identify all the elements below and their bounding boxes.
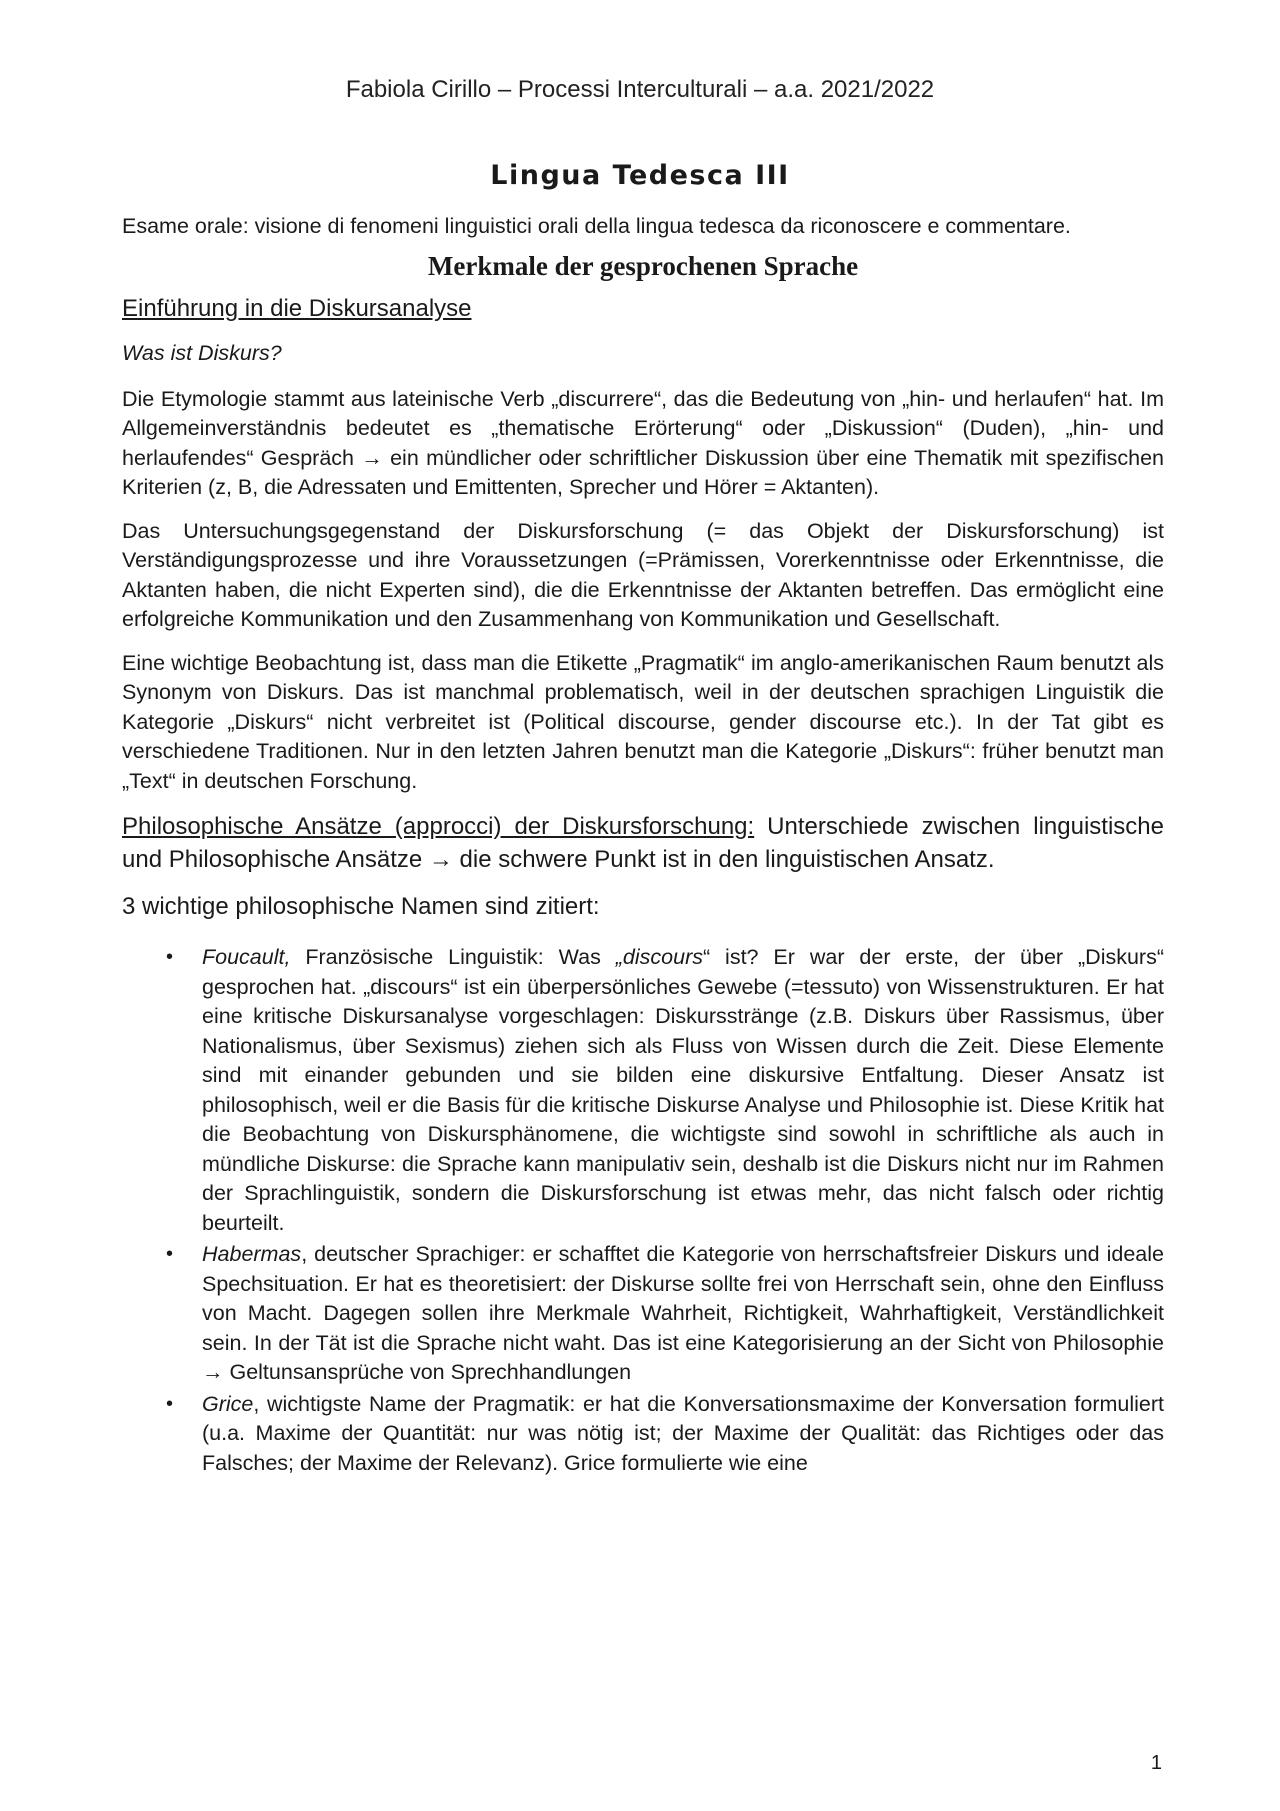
page-number: 1 [1150,1752,1162,1774]
intro-paragraph: Esame orale: visione di fenomeni linguistici orali della lingua tedesca da riconoscere e commentare. [122,214,1071,238]
philosopher-name: Grice [202,1391,254,1416]
bullet-icon: • [166,1243,174,1265]
section-heading-discourse-analysis: Einführung in die Diskursanalyse [122,294,472,322]
bullet-icon: • [166,1392,174,1415]
section-heading-philosophical: Philosophische Ansätze (approcci) der Diskursforschung: [122,813,755,840]
list-item-habermas: • Habermas, deutscher Sprachiger: er schafftet die Kategorie von herrschaftsfreier Diskurs und ideale Spechsituation. Er hat es theoretisiert: der Diskurse sollte frei von Herrschaft sein, ohne den Einfluss von Macht. Dagegen sollen ihre Merkmale Wahrheit, Richtigkeit, Wahrhaftigkeit, Verständlichkeit sein. In der Tät ist die Sprache nicht waht. Das ist eine Kategorisierung an der Sicht von Philosophie → Geltunsansprüche von Sprechhandlungen [166,1242,1164,1384]
paragraph-etymology: Die Etymologie stammt aus lateinische Verb „discurrere“, das die Bedeutung von „hin- und herlaufen“ hat. Im Allgemeinverständnis bedeutet es „thematische Erörterung“ oder „Diskussion“ (Duden), „hin- und herlaufendes“ Gespräch → ein mündlicher oder schriftlicher Diskussion über eine Thematik mit spezifischen Kriterien (z, B, die Adressaten und Emittenten, Sprecher und Hörer = Aktanten). [122,386,1164,499]
philosophers-lead: 3 wichtige philosophische Namen sind zitiert: [122,893,600,920]
list-item-foucault: • Foucault, Französische Linguistik: Was „discours“ ist? Er war der erste, der über „Diskurs“ gesprochen hat. „discours“ ist ein überpersönliches Gewebe (=tessuto) von Wissenstrukturen. Er hat eine kritische Diskursanalyse vorgeschlagen: Diskursstränge (z.B. Diskurs über Rassismus, über Nationalismus, über Sexismus) ziehen sich als Fluss von Wissen durch die Zeit. Diese Elemente sind mit einander gebunden und sie bilden eine diskursive Entfaltung. Dieser Ansatz ist philosophisch, weil er die Basis für die kritische Diskurse Analyse und Philosophie ist. Diese Kritik hat die Beobachtung von Diskursphänomene, die wichtigste sind sowohl in schriftliche als auch in mündliche Diskurse: die Sprache kann manipulativ sein, deshalb ist die Diskurs nicht nur im Rahmen der Sprachlinguistik, sondern die Diskursforschung ist etwas mehr, das nicht falsch oder richtig beurteilt. [166,945,1164,1235]
philosopher-name: Foucault, [202,945,291,969]
paragraph-research-subject: Das Untersuchungsgegenstand der Diskursforschung (= das Objekt der Diskursforschung) ist Verständigungsprozesse und ihre Voraussetzungen (=Prämissen, Vorerkenntnisse oder Erkenntnisse, die Aktanten haben, die nicht Experten sind), die die Erkenntnisse der Aktanten betreffen. Das ermöglicht eine erfolgreiche Kommunikation und den Zusammenhang von Kommunikation und Gesellschaft. [122,518,1164,631]
term-discours: „discours [615,945,703,969]
philosophers-list [122,943,1164,1478]
list-item-grice: • Grice, wichtigste Name der Pragmatik: er hat die Konversationsmaxime der Konversation formuliert (u.a. Maxime der Quantität: nur was nötig ist; der Maxime der Qualität: das Richtiges oder das Falsches; der Maxime der Relevanz). Grice formulierte wie eine [166,1391,1164,1475]
page-header: Fabiola Cirillo – Processi Interculturali – a.a. 2021/2022 [345,76,935,103]
section-question: Was ist Diskurs? [122,341,282,365]
page-title: Lingua Tedesca III [490,160,790,191]
section-heading-rest: Unterschiede zwischen linguistische und Philosophische Ansätze → die schwere Punkt ist in den linguistischen Ansatz. [122,813,1164,873]
section-philosophical-approaches [122,810,1164,876]
paragraph-pragmatics: Eine wichtige Beobachtung ist, dass man die Etikette „Pragmatik“ im anglo-amerikanischen Raum benutzt als Synonym von Diskurs. Das ist manchmal problematisch, weil in der deutschen sprachigen Linguistik die Kategorie „Diskurs“ nicht verbreitet ist (Political discourse, gender discourse etc.). In der Tat gibt es verschiedene Traditionen. Nur in den letzten Jahren benutzt man die Kategorie „Diskurs“: früher benutzt man „Text“ in deutschen Forschung. [122,650,1164,793]
document-subtitle: Merkmale der gesprochenen Sprache [427,250,859,281]
document-body [122,212,1164,1480]
philosopher-name: Habermas [202,1242,302,1266]
bullet-icon: • [166,946,174,968]
